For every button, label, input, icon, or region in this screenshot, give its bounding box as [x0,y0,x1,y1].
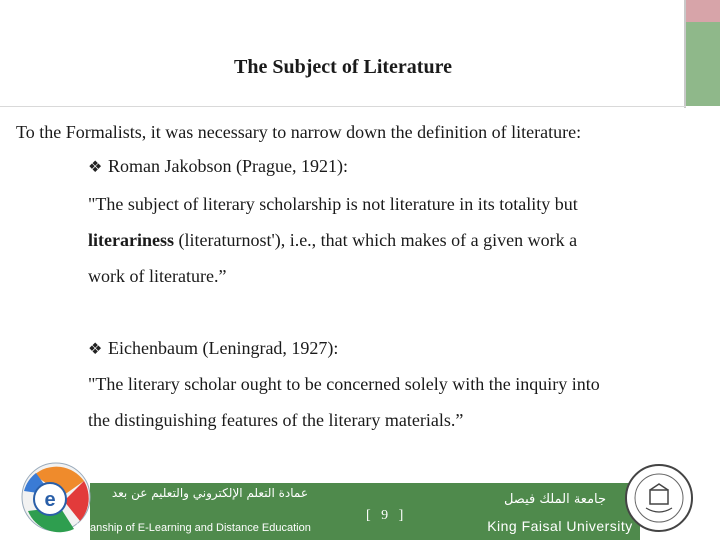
bullet-heading-eichenbaum: Eichenbaum (Leningrad, 1927): [108,338,339,358]
header-divider [0,106,686,107]
quote-jakobson-line-2 [88,230,577,251]
svg-text:e: e [44,489,56,511]
bold-term: literariness [88,230,174,250]
bullet-eichenbaum [88,338,338,359]
bullet-jakobson [88,156,348,177]
diamond-bullet-icon: ❖ [88,341,103,358]
vertical-divider [684,0,686,108]
deanship-english: Deanship of E-Learning and Distance Education [76,522,311,534]
quote-jakobson-line-2-rest: (literaturnost'), i.e., that which makes of a given work a [178,230,578,250]
page-number: [ 9 ] [366,508,404,523]
deanship-arabic: عمادة التعلم الإلكتروني والتعليم عن بعد [111,486,308,500]
quote-eichenbaum-line-1: "The literary scholar ought to be concerned solely with the inquiry into [88,374,600,394]
slide-title: The Subject of Literature [234,56,452,78]
bullet-heading-jakobson: Roman Jakobson (Prague, 1921): [108,156,348,176]
university-english: King Faisal University [487,518,633,534]
diamond-bullet-icon: ❖ [88,159,103,176]
university-arabic: جامعة الملك فيصل [503,492,607,507]
quote-eichenbaum-line-2: the distinguishing features of the literary materials.” [88,410,464,430]
corner-decoration [686,0,720,106]
quote-jakobson-line-1: "The subject of literary scholarship is not literature in its totality but [88,194,578,214]
pink-corner-block [686,0,720,22]
intro-text: To the Formalists, it was necessary to narrow down the definition of literature: [16,122,582,142]
quote-jakobson-line-3: work of literature.” [88,266,227,286]
university-seal-icon [620,462,698,534]
green-corner-block [686,22,720,106]
